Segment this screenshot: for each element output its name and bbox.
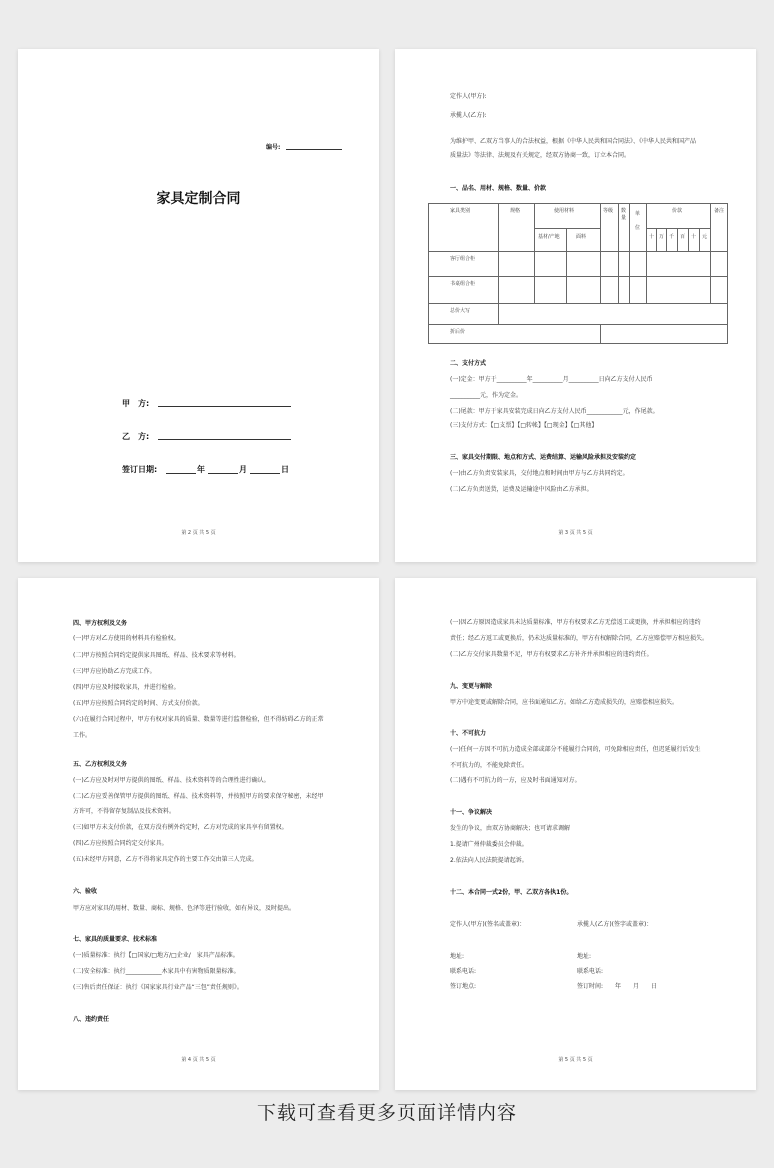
section-heading: 五、乙方权利及义务: [73, 761, 128, 768]
download-caption: 下载可查看更多页面详情内容: [256, 1102, 517, 1124]
col-header-price: 价款: [672, 208, 683, 214]
clause-line: __________元，作为定金。: [450, 392, 523, 399]
sign-date-label: 签订日期:: [122, 465, 158, 474]
year-line: [166, 473, 196, 474]
party-b-line: [158, 439, 291, 440]
col-header-qty: 数量: [621, 208, 627, 221]
clause-line: (三)如甲方未支付价款，在双方没有例外约定时，乙方对完成的家具享有留置权。: [73, 824, 288, 831]
price-digit-header: 十: [649, 234, 655, 240]
section-heading: 九、变更与解除: [450, 683, 493, 690]
table-row-label: 折后价: [450, 329, 466, 335]
col-header-material: 使用材料: [554, 208, 575, 214]
party-b-label: 乙 方:: [122, 432, 150, 441]
page-number: 第 4 页 共 5 页: [181, 1057, 216, 1063]
col-header-unit: 单位: [635, 211, 641, 231]
sig-party-a-phone: 联系电话:: [450, 968, 477, 975]
clause-line: (三)甲方应协助乙方完成工作。: [73, 668, 156, 675]
day-label: 日: [281, 465, 289, 474]
clause-line: (二)乙方负责送货，运费及运输途中风险由乙方承担。: [450, 486, 593, 493]
contract-number-line: [286, 149, 342, 150]
party-a-label: 甲 方:: [122, 399, 150, 408]
month-line: [208, 473, 238, 474]
contract-cover-page: [18, 49, 379, 562]
page-number: 第 2 页 共 5 页: [181, 530, 216, 536]
clause-line: 甲方中途变更或解除合同，应书面通知乙方。如给乙方造成损失的，应赔偿相应损失。: [450, 699, 679, 706]
section-heading: 四、甲方权利及义务: [73, 620, 128, 627]
table-row-label: 书桌组合柜: [450, 281, 476, 287]
clause-line: (二)乙方应妥善保管甲方提供的图纸、样品、技术资料等，并按照甲方的要求保守秘密，未经甲: [73, 793, 324, 800]
clause-line: (一)由乙方负责安装家具，交付地点和时间由甲方与乙方共同约定。: [450, 470, 629, 477]
clause-line: (一)质量标准：执行【□国家/□地方/□企业/ 家具产品标准。: [73, 952, 239, 959]
clause-line: (五)甲方应按照合同约定的时间、方式支付价款。: [73, 700, 204, 707]
clause-line: 不可抗力的，不能免除责任。: [450, 762, 529, 769]
col-header-note: 备注: [714, 208, 725, 214]
section-heading: 七、家具的质量要求、技术标准: [73, 936, 158, 943]
contract-page-5: [395, 578, 756, 1090]
col-header-type: 家具类别: [450, 208, 471, 214]
page-number: 第 5 页 共 5 页: [558, 1057, 593, 1063]
clause-line: (一)乙方应及时对甲方提供的图纸、样品、技术资料等的合理性进行确认。: [73, 777, 270, 784]
section-heading: 十二、本合同一式2份，甲、乙双方各执1份。: [450, 889, 573, 896]
clause-line: (三)售后责任保证：执行《国家家具行业产品“三包”责任规则》。: [73, 984, 243, 991]
price-digit-header: 万: [659, 234, 665, 240]
clause-line: (一)定金：甲方于__________年__________月__________日向乙方支付人民币: [450, 376, 653, 383]
price-digit-header: 元: [702, 234, 708, 240]
clause-line: (四)甲方应及时接收家具，并进行检验。: [73, 684, 180, 691]
clause-line: (一)任何一方因不可抗力造成全部或部分不能履行合同的，可免除相应责任，但迟延履行后发生: [450, 746, 701, 753]
sig-party-b-title: 承揽人(乙方)(签字或盖章)：: [577, 921, 653, 928]
clause-line: 工作。: [73, 732, 92, 739]
clause-line: (三)支付方式：【□支票】【□转帐】【□现金】【□其他】: [450, 422, 598, 429]
clause-line: (二)遇有不可抗力的一方，应及时书面通知对方。: [450, 777, 581, 784]
page-number: 第 3 页 共 5 页: [558, 530, 593, 536]
clause-line: 定作人(甲方):: [450, 93, 487, 100]
sig-party-b-address: 地址:: [577, 953, 592, 960]
col-header-base: 基材/产地: [538, 234, 560, 240]
section-heading: 十一、争议解决: [450, 809, 493, 816]
table-row-label: 总价大写: [450, 308, 471, 314]
sig-party-b-phone: 联系电话:: [577, 968, 604, 975]
price-digit-header: 百: [680, 234, 686, 240]
clause-line: (二)安全标准：执行____________木家具中有害物质限量标准。: [73, 968, 240, 975]
contract-number-label: 编号:: [266, 144, 281, 151]
product-table: [428, 203, 728, 344]
price-digit-header: 十: [691, 234, 697, 240]
col-header-grade: 等级: [603, 208, 614, 214]
section-heading: 一、品名、用材、规格、数量、价款: [450, 185, 547, 192]
col-header-surface: 面料: [576, 234, 587, 240]
clause-line: 质量法》等法律、法规及有关规定，经双方协商一致，订立本合同。: [450, 152, 631, 159]
party-a-line: [158, 406, 291, 407]
clause-line: 承揽人(乙方):: [450, 112, 487, 119]
clause-line: (二)甲方按照合同约定提供家具图纸、样品、技术要求等材料。: [73, 652, 240, 659]
contract-page-3: [395, 49, 756, 562]
clause-line: 发生的争议，由双方协商解决；也可请求调解: [450, 825, 571, 832]
month-label: 月: [239, 465, 247, 474]
clause-line: 方许可，不得留存复制品及技术资料。: [73, 808, 176, 815]
contract-title: 家具定制合同: [156, 191, 241, 207]
clause-line: (六)在履行合同过程中，甲方有权对家具的质量、数量等进行监督检验，但不得妨碍乙方的正常: [73, 716, 324, 723]
clause-line: (四)乙方应按照合同约定交付家具。: [73, 840, 168, 847]
price-digit-header: 千: [669, 234, 675, 240]
day-line: [250, 473, 280, 474]
clause-line: 甲方应对家具的用材、数量、商标、规格、色泽等进行验收，如有异议，及时提出。: [73, 905, 296, 912]
clause-line: (二)尾款：甲方于家具安装完成日向乙方支付人民币____________元，作尾款。: [450, 408, 659, 415]
year-label: 年: [197, 465, 205, 474]
clause-line: (五)未经甲方同意，乙方不得将家具定作的主要工作交由第三人完成。: [73, 856, 258, 863]
section-heading: 六、验收: [73, 888, 98, 895]
clause-line: (一)因乙方原因造成家具未达质量标准，甲方有权要求乙方无偿返工或更换，并承担相应的违约: [450, 619, 701, 626]
sig-party-a-address: 地址:: [450, 953, 465, 960]
sig-party-a-title: 定作人(甲方)(签名或盖章)：: [450, 921, 526, 928]
clause-line: 为维护甲、乙双方当事人的合法权益，根据《中华人民共和国合同法》、《中华人民共和国产品: [450, 138, 697, 145]
clause-line: 1.提请广州仲裁委员会仲裁。: [450, 841, 528, 848]
section-heading: 八、违约责任: [73, 1016, 110, 1023]
table-row-label: 客厅组合柜: [450, 256, 476, 262]
clause-line: (一)甲方对乙方使用的材料具有检验权。: [73, 635, 180, 642]
section-heading: 十、不可抗力: [450, 730, 487, 737]
sig-place: 签订地点:: [450, 983, 477, 990]
clause-line: 2.依法向人民法院提请起诉。: [450, 857, 528, 864]
clause-line: 责任；经乙方返工或更换后，仍未达质量标准的，甲方有权解除合同，乙方应赔偿甲方相应损失。: [450, 635, 709, 642]
section-heading: 二、支付方式: [450, 360, 487, 367]
sig-time: 签订时间: 年 月 日: [577, 983, 658, 990]
clause-line: (二)乙方交付家具数量不足，甲方有权要求乙方补齐并承担相应的违约责任。: [450, 651, 653, 658]
section-heading: 三、家具交付期限、地点和方式、运费结算、运输风险承担及安装约定: [450, 454, 637, 461]
contract-page-4: [18, 578, 379, 1090]
col-header-spec: 规格: [510, 208, 521, 214]
